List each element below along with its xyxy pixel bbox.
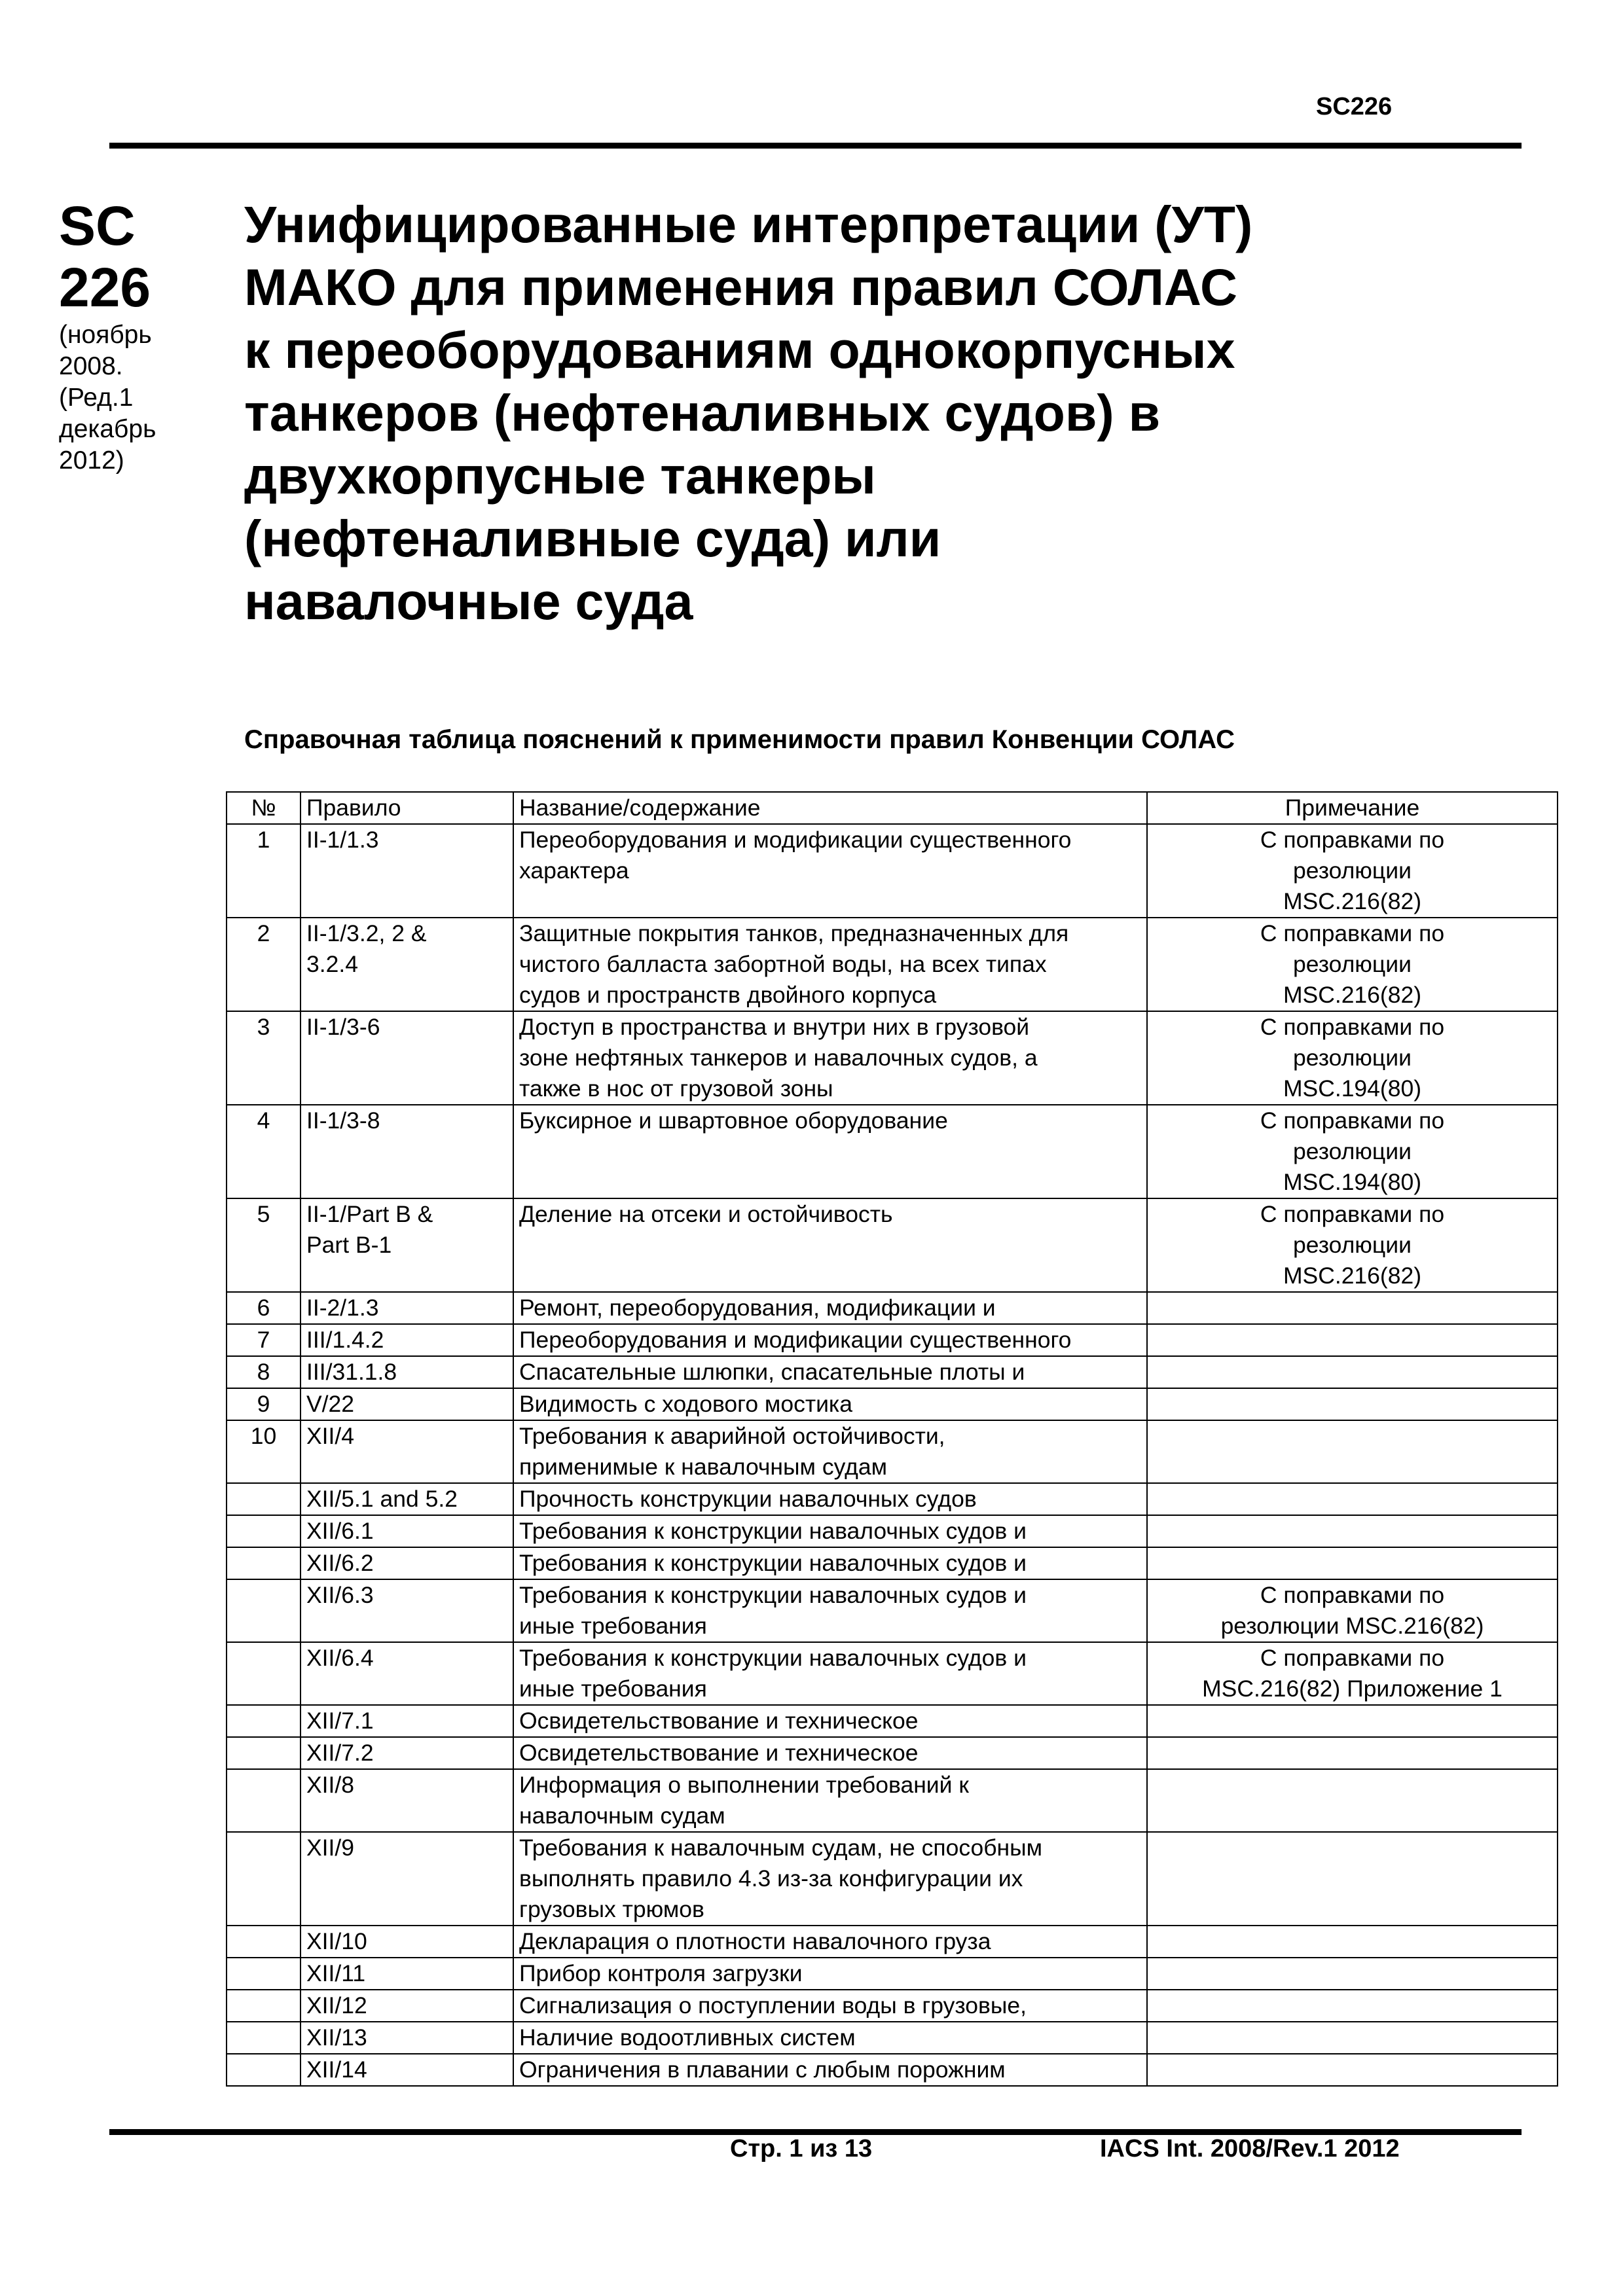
table-row [227,1483,1558,1515]
cell-remark-line: С поправками по [1260,1107,1445,1134]
cell-number [227,1579,301,1642]
cell-rule [301,1420,513,1483]
cell-rule [301,1832,513,1926]
cell-number [227,1515,301,1547]
cell-name [513,1356,1147,1388]
header-name: Название/содержание [513,792,1147,824]
cell-rule [301,918,513,1011]
cell-name [513,1547,1147,1579]
cell-name-line: Декларация о плотности навалочного груза [519,1928,991,1954]
cell-name-line: иные требования [519,1676,707,1702]
table-row [227,1324,1558,1356]
cell-remark-line: MSC.194(80) [1283,1075,1422,1102]
cell-name-line: Защитные покрытия танков, предназначенных для [519,920,1069,946]
cell-rule [301,1990,513,2022]
side-date-line: декабрь [59,415,156,443]
cell-number: 6 [227,1292,301,1324]
cell-rule [301,1388,513,1420]
cell-name-line: Видимость с ходового мостика [519,1391,852,1417]
cell-rule-line: XII/6.1 [306,1518,374,1544]
cell-number [227,1958,301,1990]
cell-rule-line: Part B-1 [306,1232,392,1258]
cell-rule [301,1483,513,1515]
cell-remark-line: MSC.216(82) [1283,1263,1422,1289]
cell-name-line: Требования к конструкции навалочных судов и [519,1645,1027,1671]
cell-rule [301,1356,513,1388]
table-row [227,1292,1558,1324]
cell-rule-line: II-1/Part B & [306,1201,433,1227]
cell-rule [301,1737,513,1769]
cell-name [513,2022,1147,2054]
cell-remark [1147,1292,1558,1324]
table-row [227,824,1558,918]
cell-name [513,1958,1147,1990]
cell-number [227,2054,301,2086]
cell-number: 8 [227,1356,301,1388]
cell-remark [1147,1990,1558,2022]
cell-remark-line: С поправками по [1260,1014,1445,1040]
cell-remark [1147,1769,1558,1832]
side-revision-dates [59,319,190,476]
cell-rule-line: II-1/3-6 [306,1014,380,1040]
cell-remark [1147,1483,1558,1515]
table-row [227,1642,1558,1705]
footer-divider [109,2129,1522,2135]
cell-remark-line: резолюции MSC.216(82) [1220,1613,1484,1639]
cell-rule-line: II-2/1.3 [306,1295,379,1321]
cell-number: 10 [227,1420,301,1483]
cell-rule-line: XII/14 [306,2056,367,2083]
title-line: к переоборудованиям однокорпусных [244,321,1235,379]
cell-number [227,1483,301,1515]
cell-name-line: характера [519,857,629,884]
cell-rule-line: V/22 [306,1391,355,1417]
cell-name [513,1011,1147,1105]
cell-rule [301,2022,513,2054]
cell-remark [1147,1356,1558,1388]
side-date-line: (Ред.1 [59,384,134,412]
cell-name-line: Деление на отсеки и остойчивость [519,1201,893,1227]
cell-name [513,1388,1147,1420]
cell-name [513,1483,1147,1515]
cell-rule-line: XII/6.3 [306,1582,374,1608]
cell-number [227,1832,301,1926]
cell-rule [301,1515,513,1547]
cell-rule [301,824,513,918]
cell-rule-line: 3.2.4 [306,951,358,977]
cell-rule [301,1642,513,1705]
cell-name [513,1990,1147,2022]
cell-rule [301,1011,513,1105]
cell-name [513,1292,1147,1324]
cell-name-line: Требования к конструкции навалочных судов и [519,1582,1027,1608]
table-row [227,1832,1558,1926]
cell-remark [1147,1642,1558,1705]
cell-name-line: Прочность конструкции навалочных судов [519,1486,977,1512]
table-row [227,1356,1558,1388]
cell-remark [1147,1105,1558,1198]
cell-remark [1147,1011,1558,1105]
header-remark: Примечание [1147,792,1558,824]
table-row [227,1769,1558,1832]
cell-remark-line: резолюции [1293,1232,1412,1258]
document-code-header: SC226 [1316,93,1393,120]
cell-name-line: Сигнализация о поступлении воды в грузовые, [519,1992,1027,2018]
cell-number: 7 [227,1324,301,1356]
cell-rule-line: II-1/3-8 [306,1107,380,1134]
cell-rule-line: III/1.4.2 [306,1327,384,1353]
table-row [227,1579,1558,1642]
cell-name-line: Требования к конструкции навалочных судов и [519,1550,1027,1576]
cell-remark-line: MSC.216(82) Приложение 1 [1202,1676,1503,1702]
cell-rule [301,1579,513,1642]
cell-name [513,1105,1147,1198]
cell-name [513,1642,1147,1705]
cell-rule-line: II-1/1.3 [306,827,379,853]
cell-rule-line: XII/6.4 [306,1645,374,1671]
title-line: танкеров (нефтеналивных судов) в [244,384,1161,442]
cell-remark-line: С поправками по [1260,1645,1445,1671]
side-document-code [59,195,151,318]
cell-name-line: выполнять правило 4.3 из-за конфигурации их [519,1865,1023,1892]
header-rule: Правило [301,792,513,824]
table-body [227,824,1558,2086]
title-line: навалочные суда [244,572,693,630]
cell-name [513,1926,1147,1958]
cell-remark [1147,2022,1558,2054]
cell-number [227,1737,301,1769]
cell-rule [301,2054,513,2086]
cell-name-line: Прибор контроля загрузки [519,1960,803,1986]
table-row [227,2054,1558,2086]
cell-number [227,1705,301,1737]
cell-rule-line: III/31.1.8 [306,1359,397,1385]
cell-name-line: Ограничения в плавании с любым порожним [519,2056,1006,2083]
cell-name-line: также в нос от грузовой зоны [519,1075,833,1102]
cell-remark [1147,1958,1558,1990]
table-row [227,918,1558,1011]
cell-rule-line: XII/7.1 [306,1708,374,1734]
table-row [227,1515,1558,1547]
title-line: Унифицированные интерпретации (УТ) [244,195,1253,253]
cell-name-line: зоне нефтяных танкеров и навалочных судов, а [519,1045,1038,1071]
cell-rule-line: II-1/3.2, 2 & [306,920,427,946]
cell-name [513,1832,1147,1926]
solas-reference-table [226,791,1558,2087]
cell-name-line: судов и пространств двойного корпуса [519,982,937,1008]
cell-number [227,2022,301,2054]
side-date-line: 2012) [59,446,124,475]
header-divider [109,143,1522,149]
cell-name-line: Требования к навалочным судам, не способным [519,1835,1043,1861]
cell-remark-line: резолюции [1293,1138,1412,1164]
cell-remark [1147,1515,1558,1547]
cell-rule [301,1769,513,1832]
cell-rule-line: XII/7.2 [306,1740,374,1766]
table-row [227,1737,1558,1769]
side-code-line: 226 [59,257,151,318]
cell-number: 2 [227,918,301,1011]
title-line: МАКО для применения правил СОЛАС [244,258,1238,316]
table-row [227,1990,1558,2022]
cell-rule [301,1105,513,1198]
cell-name-line: навалочным судам [519,1803,725,1829]
cell-name-line: Переоборудования и модификации существенного [519,1327,1072,1353]
cell-name-line: Переоборудования и модификации существенного [519,827,1072,853]
cell-remark [1147,1547,1558,1579]
cell-number [227,1926,301,1958]
title-line: (нефтеналивные суда) или [244,509,941,567]
cell-number [227,1990,301,2022]
table-row [227,1011,1558,1105]
cell-name-line: Освидетельствование и техническое [519,1708,919,1734]
cell-rule [301,1198,513,1292]
cell-name-line: применимые к навалочным судам [519,1454,888,1480]
cell-name [513,1579,1147,1642]
cell-remark-line: резолюции [1293,857,1412,884]
cell-remark-line: С поправками по [1260,920,1445,946]
cell-name [513,918,1147,1011]
cell-remark-line: резолюции [1293,951,1412,977]
cell-remark [1147,1388,1558,1420]
cell-remark [1147,2054,1558,2086]
cell-remark-line: MSC.194(80) [1283,1169,1422,1195]
cell-name [513,2054,1147,2086]
table-caption: Справочная таблица пояснений к применимости правил Конвенции СОЛАС [244,725,1235,754]
cell-remark [1147,918,1558,1011]
table-row [227,1105,1558,1198]
cell-number [227,1642,301,1705]
cell-rule [301,1324,513,1356]
cell-remark-line: С поправками по [1260,1582,1445,1608]
table-row [227,1420,1558,1483]
cell-remark [1147,1737,1558,1769]
cell-rule [301,1926,513,1958]
table-row [227,2022,1558,2054]
table-header-row [227,792,1558,824]
cell-name-line: Освидетельствование и техническое [519,1740,919,1766]
table-row [227,1198,1558,1292]
cell-remark [1147,824,1558,918]
cell-remark-line: С поправками по [1260,1201,1445,1227]
cell-name [513,1324,1147,1356]
cell-rule [301,1547,513,1579]
cell-number [227,1547,301,1579]
cell-remark [1147,1579,1558,1642]
cell-name-line: чистого балласта забортной воды, на всех типах [519,951,1047,977]
cell-name [513,1515,1147,1547]
cell-rule [301,1292,513,1324]
cell-name [513,1737,1147,1769]
cell-remark [1147,1198,1558,1292]
cell-rule [301,1705,513,1737]
cell-rule-line: XII/11 [306,1960,366,1986]
cell-remark [1147,1832,1558,1926]
cell-remark [1147,1324,1558,1356]
side-code-line: SC [59,195,136,257]
side-date-line: (ноябрь [59,321,152,349]
cell-remark [1147,1705,1558,1737]
cell-number [227,1769,301,1832]
cell-rule-line: XII/12 [306,1992,367,2018]
cell-name [513,824,1147,918]
header-number: № [227,792,301,824]
cell-remark [1147,1926,1558,1958]
cell-remark-line: MSC.216(82) [1283,888,1422,914]
page-number: Стр. 1 из 13 [730,2135,873,2162]
document-title [244,193,1357,633]
table-row [227,1926,1558,1958]
cell-rule-line: XII/6.2 [306,1550,374,1576]
cell-name-line: Требования к конструкции навалочных судов и [519,1518,1027,1544]
cell-remark [1147,1420,1558,1483]
cell-number: 1 [227,824,301,918]
cell-remark-line: С поправками по [1260,827,1445,853]
table-row [227,1958,1558,1990]
table-row [227,1547,1558,1579]
cell-remark-line: MSC.216(82) [1283,982,1422,1008]
cell-rule-line: XII/8 [306,1772,355,1798]
cell-name-line: Наличие водоотливных систем [519,2024,856,2051]
cell-name-line: Ремонт, переоборудования, модификации и [519,1295,996,1321]
cell-name-line: Буксирное и швартовное оборудование [519,1107,948,1134]
cell-name [513,1705,1147,1737]
title-line: двухкорпусные танкеры [244,446,876,505]
cell-number: 9 [227,1388,301,1420]
cell-rule-line: XII/13 [306,2024,367,2051]
side-date-line: 2008. [59,352,123,380]
cell-name [513,1769,1147,1832]
cell-remark-line: резолюции [1293,1045,1412,1071]
cell-name-line: Доступ в пространства и внутри них в грузовой [519,1014,1030,1040]
cell-name-line: Требования к аварийной остойчивости, [519,1423,945,1449]
cell-number: 4 [227,1105,301,1198]
cell-number: 3 [227,1011,301,1105]
cell-name-line: грузовых трюмов [519,1896,704,1922]
cell-name-line: Спасательные шлюпки, спасательные плоты и [519,1359,1025,1385]
cell-name-line: иные требования [519,1613,707,1639]
cell-rule-line: XII/4 [306,1423,355,1449]
cell-name [513,1198,1147,1292]
cell-rule [301,1958,513,1990]
cell-rule-line: XII/5.1 and 5.2 [306,1486,458,1512]
table-row [227,1705,1558,1737]
cell-name [513,1420,1147,1483]
cell-number: 5 [227,1198,301,1292]
document-reference: IACS Int. 2008/Rev.1 2012 [1100,2135,1400,2162]
table-row [227,1388,1558,1420]
cell-rule-line: XII/10 [306,1928,367,1954]
cell-name-line: Информация о выполнении требований к [519,1772,969,1798]
cell-rule-line: XII/9 [306,1835,355,1861]
